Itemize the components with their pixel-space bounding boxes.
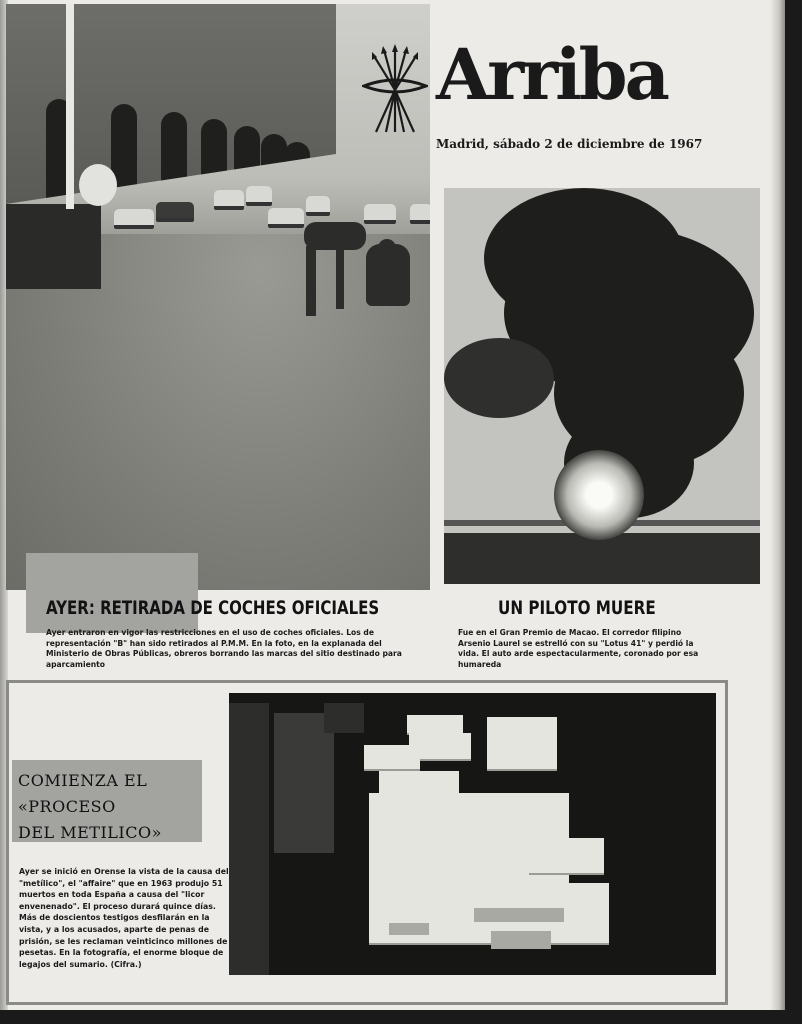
photo-racing-car-fire (444, 188, 760, 584)
headline-line-1: COMIENZA EL «PROCESO (18, 771, 148, 816)
lamp-post (66, 4, 74, 209)
masthead-dateline: Madrid, sábado 2 de diciembre de 1967 (436, 137, 703, 151)
flames (554, 450, 644, 540)
traffic-sign (79, 164, 117, 206)
ground (444, 533, 760, 584)
ministry-building (6, 4, 336, 204)
headline-line-2: DEL METILICO» (18, 823, 162, 842)
photo-case-files (229, 693, 716, 975)
caption-official-cars: Ayer entraron en vigor las restricciones en el uso de coches oficiales. Los de representación "B" han sido retirados al P.M.M. En la foto, en la explanada del Ministerio de Obras Públicas, obreros borrando las marcas del sitio destinado para aparcamiento (46, 628, 402, 669)
headline-official-cars: AYER: RETIRADA DE COCHES OFICIALES (46, 597, 380, 619)
caption-methyl-trial: Ayer se inició en Orense la vista de la causa del "metílico", el "affaire" que en 1963 produjo 51 muertos en toda España a causa del "licor envenenado". El proceso durará quince días. Más de doscientos testigos desfilarán en la vista, y a los acusados, aparte de penas de prisión, se les reclaman veinticinco millones de pesetas. En la fotografía, el enorme bloque de legajos del sumario. (Cifra.) (19, 867, 229, 969)
page-edge (770, 0, 785, 1010)
headline-pilot-dies: UN PILOTO MUERE (498, 597, 656, 619)
yoke-and-arrows-icon (362, 44, 428, 136)
masthead-title: Arriba (436, 33, 667, 116)
caption-pilot-dies: Fue en el Gran Premio de Macao. El corredor filipino Arsenio Laurel se estrelló con su "Lotus 41" y perdió la vida. El auto arde espectacularmente, coronado por esa humareda (458, 628, 699, 669)
hedge (6, 204, 101, 289)
headline-shade (26, 553, 198, 633)
headline-methyl-trial (18, 768, 218, 846)
